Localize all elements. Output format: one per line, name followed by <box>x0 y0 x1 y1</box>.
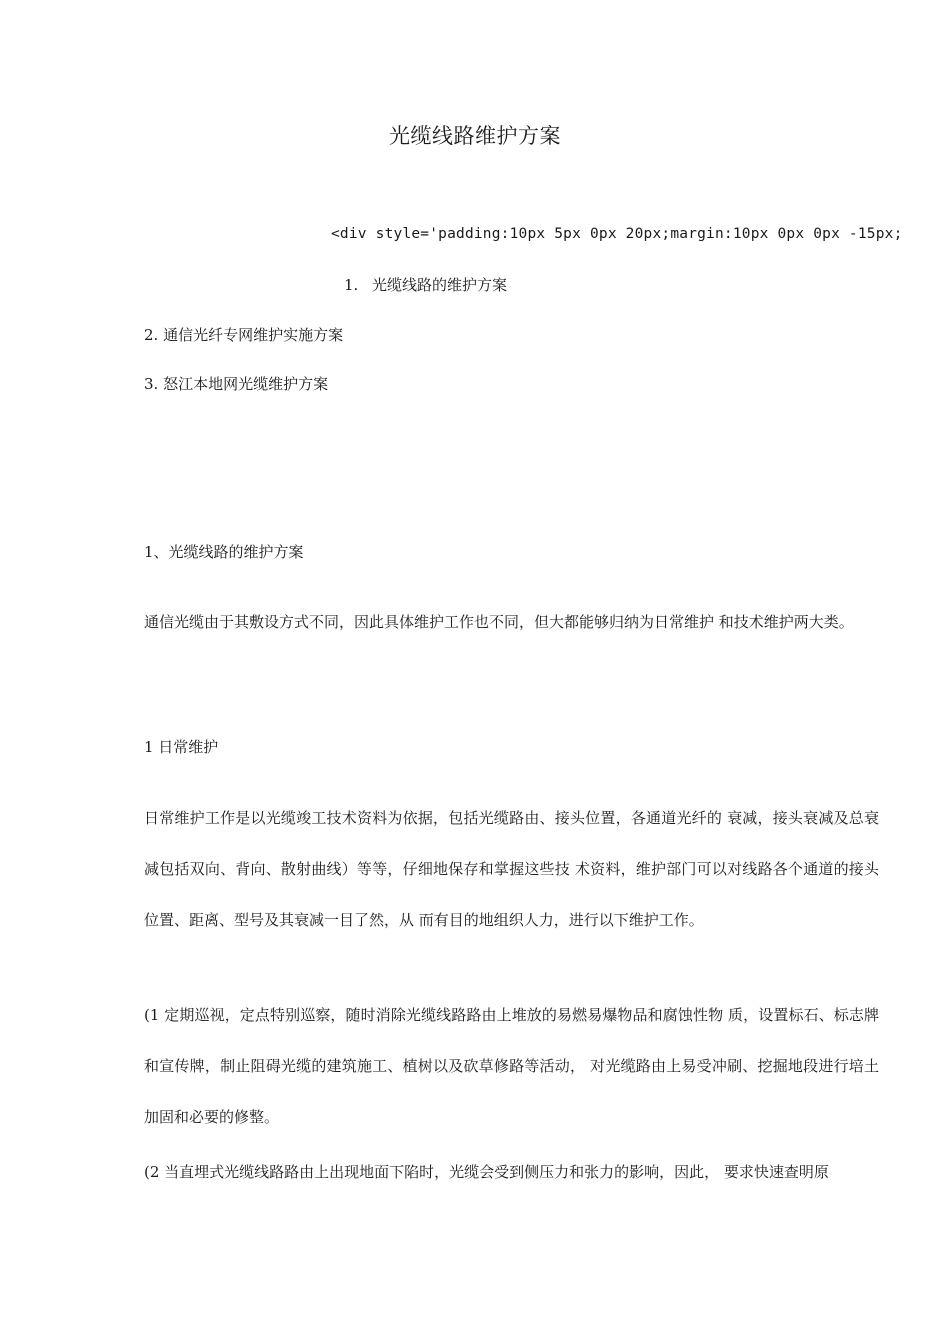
item-1-paragraph: (1 定期巡视，定点特别巡察，随时消除光缆线路路由上堆放的易燃易爆物品和腐蚀性物 质，设置标石、标志牌和宣传牌，制止阻碍光缆的建筑施工、植树以及砍草修路等活动， 对光缆路由上易受冲刷、挖掘地段进行培土加固和必要的修整。 <box>144 1006 879 1126</box>
section-heading: 1、光缆线路的维护方案 <box>144 543 304 561</box>
toc-item-1 <box>344 274 507 295</box>
daily-maintenance-paragraph: 日常维护工作是以光缆竣工技术资料为依据，包括光缆路由、接头位置，各通道光纤的 衰减，接头衰减及总衰减包括双向、背向、散射曲线）等等，仔细地保存和掌握这些技 术资料，维护部门可以对线路各个通道的接头位置、距离、型号及其衰减一目了然，从 而有目的地组织人力，进行以下维护工作。 <box>144 809 879 929</box>
sub-heading-daily-maintenance: 1 日常维护 <box>144 738 219 756</box>
item-2-paragraph: (2 当直埋式光缆线路路由上出现地面下陷时，光缆会受到侧压力和张力的影响，因此， 要求快速查明原 <box>144 1163 829 1181</box>
toc-item-1-text: 光缆线路的维护方案 <box>372 276 508 294</box>
toc-item-1-number: 1. <box>344 276 359 294</box>
toc-item-2: 2. 通信光纤专网维护实施方案 <box>144 326 344 344</box>
toc-item-3: 3. 怒江本地网光缆维护方案 <box>144 375 329 393</box>
document-title: 光缆线路维护方案 <box>389 124 561 148</box>
intro-paragraph: 通信光缆由于其敷设方式不同，因此具体维护工作也不同，但大都能够归纳为日常维护 和技术维护两大类。 <box>144 613 854 631</box>
stray-html-code-line: <div style='padding:10px 5px 0px 20px;margin:10px 0px 0px -15px; <box>331 226 903 242</box>
